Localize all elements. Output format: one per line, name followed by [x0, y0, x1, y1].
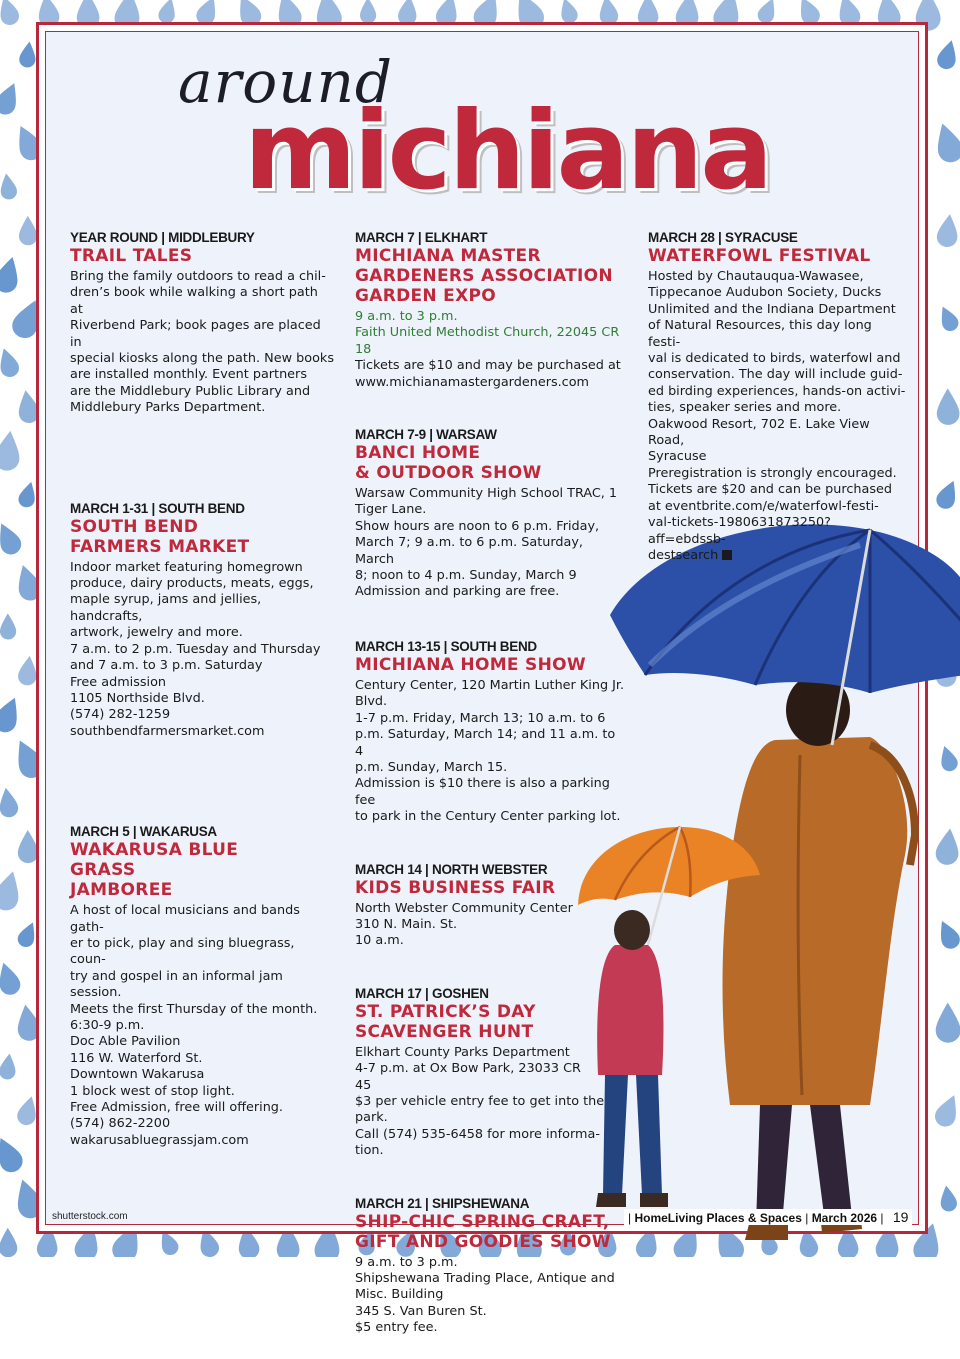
masthead-title: michiana [244, 89, 771, 214]
events-column-1 [70, 230, 334, 1171]
event-detail-text: p.m. Sunday, March 15. [355, 759, 508, 775]
event-title: WATERFOWL FESTIVAL [648, 246, 871, 266]
event-date-location: MARCH 13-15 | SOUTH BEND [355, 638, 537, 654]
event-detail-line [355, 1110, 625, 1126]
raindrop-icon [0, 519, 25, 558]
event-details [355, 901, 625, 950]
event-detail-line [648, 400, 906, 416]
event-detail-line [355, 1061, 625, 1077]
raindrop-icon [0, 613, 16, 639]
event-listing [648, 230, 906, 564]
adult-coat [723, 737, 908, 1105]
event-detail-text: Syracuse [648, 449, 707, 465]
event-date-location: MARCH 7-9 | WARSAW [355, 427, 497, 443]
event-details [70, 269, 334, 417]
event-detail-text: Tiger Lane. [355, 502, 427, 518]
event-detail-text: Hosted by Chautauqua-Wawasee, [648, 269, 864, 284]
event-detail-text: 7 a.m. to 2 p.m. Tuesday and Thursday [70, 641, 321, 657]
event-detail-line [355, 1078, 625, 1094]
event-details [355, 1045, 625, 1160]
event-detail-line [70, 724, 334, 740]
event-detail-line [355, 1255, 625, 1271]
event-detail-line [70, 969, 334, 1002]
event-detail-text: Tippecanoe Audubon Society, Ducks [648, 285, 882, 301]
event-detail-line [648, 515, 906, 548]
raindrop-icon [0, 1133, 26, 1176]
footer-publication: HomeLiving Places & Spaces [634, 1211, 802, 1225]
event-detail-line [355, 933, 625, 949]
event-detail-line [355, 584, 625, 600]
event-title: ST. PATRICK’S DAY [355, 1001, 536, 1022]
event-detail-line [355, 1143, 625, 1159]
event-detail-text: Call (574) 535-6458 for more informa- [355, 1126, 600, 1142]
event-listing [355, 862, 625, 950]
event-detail-line [648, 499, 906, 515]
event-detail-text: $5 entry fee. [355, 1320, 438, 1336]
event-detail-text: Free admission [70, 674, 167, 690]
event-detail-line [70, 1133, 334, 1149]
event-detail-text: at eventbrite.com/e/waterfowl-festi- [648, 498, 879, 514]
raindrop-icon [0, 254, 24, 295]
event-detail-text: A host of local musicians and bands gath- [70, 903, 300, 935]
event-detail-line [70, 400, 334, 416]
event-detail-line [70, 658, 334, 674]
event-detail-text: Admission and parking are free. [355, 584, 560, 600]
event-details [355, 1255, 625, 1337]
event-detail-line [355, 1320, 625, 1336]
page-footer [624, 1209, 912, 1225]
event-detail-text: Preregistration is strongly encouraged. [648, 465, 897, 481]
event-detail-text: val-tickets-1980631873250?aff=ebdssb- [648, 515, 831, 547]
event-listing [70, 824, 334, 1149]
event-detail-text: Elkhart County Parks Department [355, 1044, 570, 1060]
event-detail-line [70, 560, 334, 576]
event-detail-text: Oakwood Resort, 702 E. Lake View Road, [648, 416, 870, 449]
footer-separator: | [805, 1211, 809, 1225]
event-detail-line [355, 1045, 625, 1061]
event-detail-line [648, 417, 906, 450]
photo-credit: shutterstock.com [52, 1211, 128, 1222]
event-detail-line [648, 351, 906, 367]
event-title: KIDS BUSINESS FAIR [355, 877, 556, 898]
event-detail-text: dren’s book while walking a short path at [70, 285, 318, 317]
event-title: GARDEN EXPO [355, 286, 497, 306]
event-detail-text: ties, speaker series and more. [648, 400, 842, 416]
event-listing [355, 230, 625, 391]
event-details [355, 486, 625, 601]
event-detail-line [648, 269, 906, 285]
event-detail-line [355, 678, 625, 694]
event-detail-text: North Webster Community Center [355, 900, 573, 916]
adult-legs [756, 1105, 852, 1225]
event-title: FARMERS MARKET [70, 536, 250, 557]
event-detail-line [70, 675, 334, 691]
event-detail-line [70, 285, 334, 318]
event-detail-line [648, 302, 906, 318]
event-details [648, 269, 906, 564]
event-detail-line [70, 1018, 334, 1034]
event-detail-text: to park in the Century Center parking lot. [355, 809, 621, 825]
event-detail-line [648, 384, 906, 400]
event-detail-text: 45 [355, 1077, 372, 1093]
event-detail-line [70, 1100, 334, 1116]
event-detail-line [355, 694, 625, 710]
event-time-venue: 9 a.m. to 3 p.m. [355, 309, 458, 324]
event-detail-line [355, 711, 625, 727]
event-detail-text: maple syrup, jams and jellies, handcrafts, [70, 592, 262, 624]
event-detail-line [355, 358, 625, 374]
event-detail-line [70, 625, 334, 641]
event-listing [70, 501, 334, 740]
event-detail-text: Tickets are $20 and can be purchased [648, 482, 892, 498]
event-detail-text: tion. [355, 1143, 384, 1159]
page-number: 19 [892, 1209, 909, 1225]
event-detail-text: and 7 a.m. to 3 p.m. Saturday [70, 658, 263, 674]
event-details [355, 678, 625, 826]
event-detail-text: 1-7 p.m. Friday, March 13; 10 a.m. to 6 [355, 710, 606, 726]
event-detail-line [70, 691, 334, 707]
event-detail-text: are installed monthly. Event partners [70, 367, 307, 383]
event-date-location: MARCH 7 | ELKHART [355, 230, 488, 245]
raindrop-icon [936, 388, 959, 425]
event-title: MICHIANA HOME SHOW [355, 654, 586, 675]
event-detail-text: 8; noon to 4 p.m. Sunday, March 9 [355, 568, 577, 584]
event-detail-line [648, 548, 906, 564]
event-details [355, 309, 625, 391]
event-date-location: YEAR ROUND | MIDDLEBURY [70, 230, 255, 245]
event-detail-text: Riverbend Park; book pages are placed in [70, 318, 321, 350]
event-detail-line [648, 318, 906, 351]
event-detail-text: 1105 Northside Blvd. [70, 690, 205, 706]
event-detail-line [355, 486, 625, 502]
event-detail-line [70, 642, 334, 658]
event-detail-text: are the Middlebury Public Library and [70, 383, 311, 399]
events-column-2 [355, 230, 625, 1359]
event-detail-line [355, 502, 625, 518]
event-detail-text: (574) 282-1259 [70, 707, 171, 723]
event-detail-text: try and gospel in an informal jam session. [70, 968, 283, 1001]
event-detail-line [70, 351, 334, 367]
event-detail-text: Meets the first Thursday of the month. [70, 1001, 318, 1017]
event-detail-line [355, 809, 625, 825]
event-title: GIFT AND GOODIES SHOW [355, 1231, 611, 1252]
event-detail-text: Indoor market featuring homegrown [70, 559, 303, 575]
event-detail-line [648, 449, 906, 465]
umbrella-illustration [570, 505, 960, 1257]
event-detail-text: 4-7 p.m. at Ox Bow Park, 23033 CR [355, 1061, 581, 1077]
event-listing [355, 639, 625, 826]
event-detail-text: Bring the family outdoors to read a chil- [70, 269, 326, 284]
event-detail-line [70, 592, 334, 625]
event-detail-line [355, 917, 625, 933]
event-detail-text: val is dedicated to birds, waterfowl and [648, 351, 901, 367]
raindrop-icon [18, 41, 37, 69]
event-detail-line [70, 1116, 334, 1132]
event-detail-text: Middlebury Parks Department. [70, 400, 266, 416]
event-detail-line [70, 384, 334, 400]
raindrop-icon [0, 0, 21, 27]
event-date-location: MARCH 28 | SYRACUSE [648, 230, 798, 245]
event-detail-text: March 7; 9 a.m. to 6 p.m. Saturday, March [355, 535, 583, 567]
event-detail-text: $3 per vehicle entry fee to get into the [355, 1093, 605, 1109]
event-detail-text: Free Admission, free will offering. [70, 1100, 283, 1115]
event-detail-text: Warsaw Community High School TRAC, 1 [355, 486, 618, 502]
event-detail-line [355, 901, 625, 917]
event-detail-line [355, 727, 625, 760]
event-detail-line [70, 1067, 334, 1083]
raindrop-icon [0, 1228, 17, 1257]
event-title: MICHIANA MASTER [355, 246, 541, 266]
event-detail-line [70, 707, 334, 723]
event-detail-text: er to pick, play and sing bluegrass, coun- [70, 935, 295, 968]
event-detail-text: Unlimited and the Indiana Department [648, 301, 896, 317]
event-date-location: MARCH 14 | NORTH WEBSTER [355, 861, 548, 877]
event-details [70, 903, 334, 1149]
event-detail-line [355, 1287, 625, 1303]
event-detail-text: 10 a.m. [355, 933, 404, 949]
event-detail-line [70, 367, 334, 383]
event-detail-line [355, 776, 625, 809]
raindrop-icon [19, 216, 38, 246]
event-detail-line [648, 466, 906, 482]
event-detail-text: 116 W. Waterford St. [70, 1050, 203, 1066]
event-time-venue: Faith United Methodist Church, 22045 CR 18 [355, 325, 620, 357]
event-detail-text: p.m. Saturday, March 14; and 11 a.m. to 4 [355, 727, 616, 759]
raindrop-icon [0, 868, 25, 913]
event-detail-text: Blvd. [355, 694, 388, 710]
raindrop-icon [0, 693, 25, 735]
event-detail-text: of Natural Resources, this day long festi- [648, 318, 872, 350]
event-title: WAKARUSA BLUE [70, 840, 239, 861]
event-detail-text: Shipshewana Trading Place, Antique and [355, 1271, 615, 1286]
masthead [170, 48, 820, 214]
event-detail-line [355, 375, 625, 391]
event-title: GARDENERS ASSOCIATION [355, 266, 613, 286]
event-detail-line [70, 903, 334, 936]
event-title: & OUTDOOR SHOW [355, 463, 542, 484]
event-detail-line [355, 1271, 625, 1287]
event-detail-line [648, 367, 906, 383]
event-title: JAMBOREE [70, 880, 173, 901]
event-detail-text: Admission is $10 there is also a parking fee [355, 776, 610, 808]
event-detail-line [355, 568, 625, 584]
event-detail-text: park. [355, 1110, 388, 1126]
event-detail-text: artwork, jewelry and more. [70, 625, 243, 641]
event-detail-line [70, 1051, 334, 1067]
event-detail-text: ed birding experiences, hands-on activi- [648, 383, 906, 399]
event-title: SOUTH BEND [70, 516, 199, 537]
raindrop-icon [0, 960, 23, 998]
event-detail-text: 9 a.m. to 3 p.m. [355, 1254, 458, 1270]
masthead-kicker: around [178, 48, 394, 116]
event-detail-text: Downtown Wakarusa [70, 1067, 205, 1083]
raindrop-icon [0, 1053, 18, 1081]
raindrop-icon [0, 429, 23, 472]
event-title: SCAVENGER HUNT [355, 1021, 534, 1042]
raindrop-icon [360, 0, 377, 24]
raindrop-icon [935, 303, 960, 334]
event-detail-text: 345 S. Van Buren St. [355, 1303, 487, 1319]
raindrop-icon [0, 786, 19, 818]
event-detail-line [355, 1304, 625, 1320]
event-detail-text: southbendfarmersmarket.com [70, 723, 265, 739]
end-of-story-icon [722, 550, 732, 560]
event-date-location: MARCH 1-31 | SOUTH BEND [70, 500, 245, 516]
event-date-location: MARCH 21 | SHIPSHEWANA [355, 1195, 530, 1211]
footer-issue: March 2026 [811, 1211, 878, 1225]
event-detail-text: www.michianamastergardeners.com [355, 374, 590, 390]
event-detail-text: produce, dairy products, meats, eggs, [70, 576, 314, 592]
footer-separator: | [628, 1211, 632, 1225]
event-detail-text: 310 N. Main. St. [355, 916, 458, 932]
event-detail-text: (574) 862-2200 [70, 1116, 171, 1132]
event-listing [355, 1196, 625, 1337]
event-title: GRASS [70, 860, 136, 881]
raindrop-icon [935, 38, 960, 71]
event-date-location: MARCH 17 | GOSHEN [355, 985, 489, 1001]
event-detail-line [355, 1127, 625, 1143]
event-title: TRAIL TALES [70, 246, 193, 266]
event-detail-line [648, 482, 906, 498]
event-detail-text: Doc Able Pavilion [70, 1034, 181, 1050]
event-detail-line [355, 1094, 625, 1110]
event-detail-line [70, 318, 334, 351]
event-detail-text: Misc. Building [355, 1287, 444, 1303]
event-title: BANCI HOME [355, 443, 481, 464]
event-detail-text: 6:30-9 p.m. [70, 1017, 145, 1033]
footer-separator: | [880, 1211, 884, 1225]
event-listing [355, 427, 625, 601]
event-detail-text: special kiosks along the path. New books [70, 351, 334, 367]
raindrop-icon [930, 120, 960, 166]
events-column-3 [648, 230, 906, 586]
event-detail-line [355, 760, 625, 776]
event-detail-text: destsearch [648, 547, 719, 563]
event-detail-text: Tickets are $10 and may be purchased at [355, 358, 621, 374]
event-detail-line [355, 519, 625, 535]
raindrop-icon [0, 346, 21, 380]
event-detail-line [70, 576, 334, 592]
event-detail-text: wakarusabluegrassjam.com [70, 1132, 249, 1148]
event-detail-line [70, 1084, 334, 1100]
event-detail-line [70, 936, 334, 969]
raindrop-icon [936, 213, 960, 248]
event-detail-line [70, 1002, 334, 1018]
raindrop-icon [0, 79, 24, 117]
event-listing [70, 230, 334, 417]
event-detail-text: 1 block west of stop light. [70, 1083, 235, 1099]
event-detail-text: conservation. The day will include guid- [648, 367, 903, 383]
event-detail-line [355, 535, 625, 568]
event-details [70, 560, 334, 740]
event-detail-line [648, 285, 906, 301]
event-listing [355, 986, 625, 1160]
event-detail-line [70, 1034, 334, 1050]
event-date-location: MARCH 5 | WAKARUSA [70, 824, 217, 840]
raindrop-icon [0, 172, 18, 200]
event-detail-text: Show hours are noon to 6 p.m. Friday, [355, 518, 600, 534]
event-detail-text: Century Center, 120 Martin Luther King Jr. [355, 677, 625, 693]
event-detail-line [70, 269, 334, 285]
event-title: SHIP-CHIC SPRING CRAFT, [355, 1211, 610, 1232]
